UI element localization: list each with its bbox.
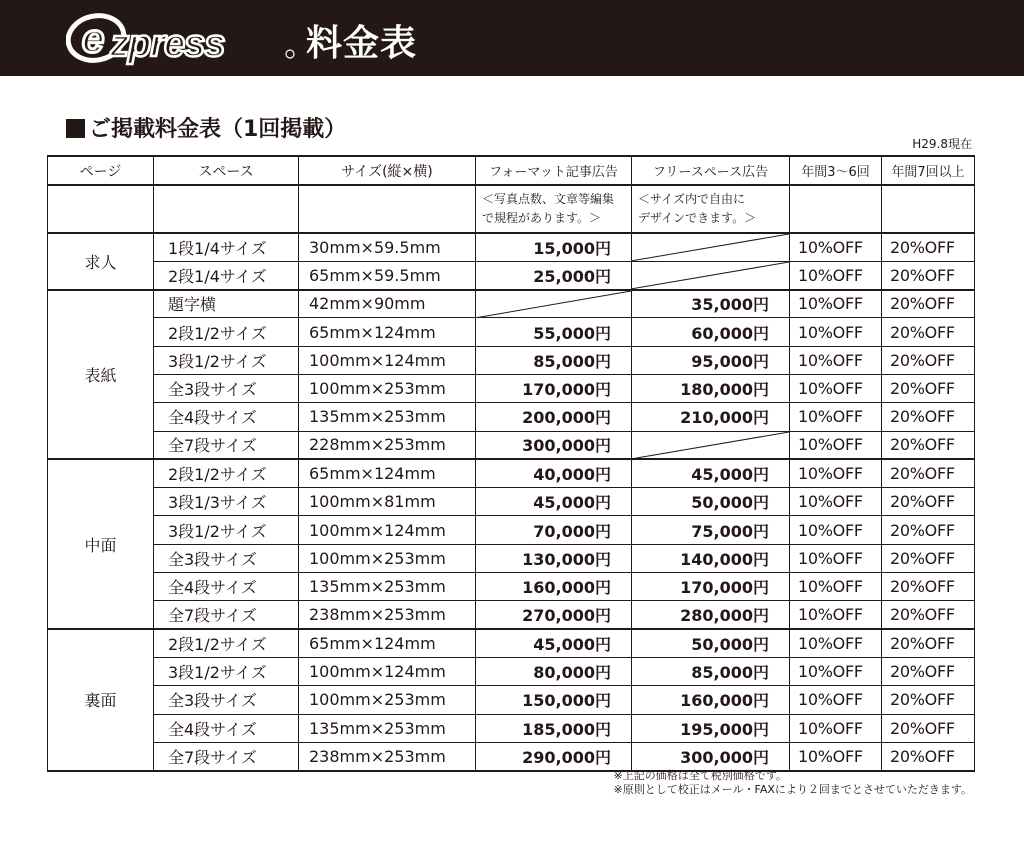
format-price-cell: 290,000円 bbox=[476, 742, 632, 770]
table-row bbox=[48, 403, 975, 431]
discount-3-6-cell: 10%OFF bbox=[790, 629, 882, 657]
footnote-proof: ※原則として校正はメール・FAXにより２回までとさせていただきます。 bbox=[613, 783, 972, 796]
footnote-tax: ※上記の価格は全て税別価格です。 bbox=[613, 769, 787, 782]
size-cell: 100mm×124mm bbox=[299, 516, 476, 544]
size-cell: 65mm×124mm bbox=[299, 318, 476, 346]
discount-3-6-cell: 10%OFF bbox=[790, 488, 882, 516]
discount-3-6-cell: 10%OFF bbox=[790, 318, 882, 346]
page-cell: 求人 bbox=[48, 233, 154, 290]
discount-7-cell: 20%OFF bbox=[882, 629, 975, 657]
rate-table bbox=[47, 155, 975, 772]
discount-7-cell: 20%OFF bbox=[882, 318, 975, 346]
format-price-cell: 185,000円 bbox=[476, 714, 632, 742]
format-price-cell: 40,000円 bbox=[476, 459, 632, 487]
table-row bbox=[48, 601, 975, 629]
ezpress-logo bbox=[66, 10, 296, 66]
diagonal-slash-icon bbox=[632, 432, 789, 459]
table-row bbox=[48, 233, 975, 261]
space-cell: 全4段サイズ bbox=[154, 573, 299, 601]
free-price-cell: 85,000円 bbox=[632, 657, 790, 685]
free-price-cell: 75,000円 bbox=[632, 516, 790, 544]
free-price-cell: 170,000円 bbox=[632, 573, 790, 601]
size-cell: 238mm×253mm bbox=[299, 601, 476, 629]
header-row bbox=[48, 156, 975, 185]
space-cell: 3段1/3サイズ bbox=[154, 488, 299, 516]
free-price-cell: 280,000円 bbox=[632, 601, 790, 629]
space-cell: 題字横 bbox=[154, 290, 299, 318]
size-cell: 238mm×253mm bbox=[299, 742, 476, 770]
size-cell: 42mm×90mm bbox=[299, 290, 476, 318]
col-header-space: スペース bbox=[154, 156, 299, 185]
col-header-annual-7: 年間7回以上 bbox=[882, 156, 975, 185]
discount-7-cell: 20%OFF bbox=[882, 516, 975, 544]
discount-7-cell: 20%OFF bbox=[882, 261, 975, 289]
table-row bbox=[48, 714, 975, 742]
page-cell: 裏面 bbox=[48, 629, 154, 770]
free-price-cell: 210,000円 bbox=[632, 403, 790, 431]
space-cell: 1段1/4サイズ bbox=[154, 233, 299, 261]
discount-3-6-cell: 10%OFF bbox=[790, 261, 882, 289]
space-cell: 全3段サイズ bbox=[154, 544, 299, 572]
format-price-cell: 85,000円 bbox=[476, 346, 632, 374]
discount-7-cell: 20%OFF bbox=[882, 601, 975, 629]
not-available-cell bbox=[632, 261, 790, 289]
col-header-format: フォーマット記事広告 bbox=[476, 156, 632, 185]
diagonal-slash-icon bbox=[632, 262, 789, 289]
space-cell: 2段1/2サイズ bbox=[154, 318, 299, 346]
size-cell: 135mm×253mm bbox=[299, 573, 476, 601]
space-cell: 2段1/4サイズ bbox=[154, 261, 299, 289]
free-price-cell: 45,000円 bbox=[632, 459, 790, 487]
discount-3-6-cell: 10%OFF bbox=[790, 657, 882, 685]
free-price-cell: 95,000円 bbox=[632, 346, 790, 374]
table-row bbox=[48, 544, 975, 572]
table-row bbox=[48, 629, 975, 657]
discount-7-cell: 20%OFF bbox=[882, 657, 975, 685]
space-cell: 2段1/2サイズ bbox=[154, 459, 299, 487]
col-header-annual-3-6: 年間3〜6回 bbox=[790, 156, 882, 185]
col-header-page: ページ bbox=[48, 156, 154, 185]
format-price-cell: 150,000円 bbox=[476, 686, 632, 714]
free-price-cell: 50,000円 bbox=[632, 488, 790, 516]
size-cell: 100mm×124mm bbox=[299, 346, 476, 374]
discount-7-cell: 20%OFF bbox=[882, 686, 975, 714]
discount-7-cell: 20%OFF bbox=[882, 290, 975, 318]
format-price-cell: 45,000円 bbox=[476, 488, 632, 516]
discount-7-cell: 20%OFF bbox=[882, 714, 975, 742]
table-row bbox=[48, 488, 975, 516]
discount-3-6-cell: 10%OFF bbox=[790, 431, 882, 459]
discount-7-cell: 20%OFF bbox=[882, 374, 975, 402]
table-row bbox=[48, 742, 975, 770]
free-note: ＜サイズ内で自由に デザインできます。＞ bbox=[632, 185, 790, 233]
format-price-cell: 80,000円 bbox=[476, 657, 632, 685]
diagonal-slash-icon bbox=[476, 291, 631, 318]
space-cell: 3段1/2サイズ bbox=[154, 346, 299, 374]
discount-3-6-cell: 10%OFF bbox=[790, 601, 882, 629]
size-cell: 100mm×253mm bbox=[299, 374, 476, 402]
size-cell: 65mm×59.5mm bbox=[299, 261, 476, 289]
format-price-cell: 25,000円 bbox=[476, 261, 632, 289]
size-cell: 65mm×124mm bbox=[299, 459, 476, 487]
discount-3-6-cell: 10%OFF bbox=[790, 714, 882, 742]
format-price-cell: 70,000円 bbox=[476, 516, 632, 544]
footnotes bbox=[614, 769, 973, 797]
size-cell: 100mm×81mm bbox=[299, 488, 476, 516]
free-price-cell: 160,000円 bbox=[632, 686, 790, 714]
discount-7-cell: 20%OFF bbox=[882, 573, 975, 601]
discount-7-cell: 20%OFF bbox=[882, 742, 975, 770]
square-bullet-icon bbox=[66, 119, 85, 138]
discount-3-6-cell: 10%OFF bbox=[790, 459, 882, 487]
discount-7-cell: 20%OFF bbox=[882, 459, 975, 487]
table-row bbox=[48, 516, 975, 544]
discount-3-6-cell: 10%OFF bbox=[790, 346, 882, 374]
space-cell: 全7段サイズ bbox=[154, 742, 299, 770]
space-cell: 全4段サイズ bbox=[154, 403, 299, 431]
free-price-cell: 180,000円 bbox=[632, 374, 790, 402]
discount-7-cell: 20%OFF bbox=[882, 544, 975, 572]
discount-3-6-cell: 10%OFF bbox=[790, 233, 882, 261]
discount-3-6-cell: 10%OFF bbox=[790, 516, 882, 544]
space-cell: 全7段サイズ bbox=[154, 431, 299, 459]
table-row bbox=[48, 374, 975, 402]
discount-3-6-cell: 10%OFF bbox=[790, 544, 882, 572]
discount-3-6-cell: 10%OFF bbox=[790, 686, 882, 714]
free-price-cell: 300,000円 bbox=[632, 742, 790, 770]
header-title: 料金表 bbox=[306, 23, 418, 64]
discount-3-6-cell: 10%OFF bbox=[790, 290, 882, 318]
free-price-cell: 50,000円 bbox=[632, 629, 790, 657]
discount-7-cell: 20%OFF bbox=[882, 403, 975, 431]
size-cell: 135mm×253mm bbox=[299, 714, 476, 742]
table-row bbox=[48, 261, 975, 289]
space-cell: 2段1/2サイズ bbox=[154, 629, 299, 657]
table-row bbox=[48, 657, 975, 685]
table-row bbox=[48, 431, 975, 459]
size-cell: 135mm×253mm bbox=[299, 403, 476, 431]
page-cell: 表紙 bbox=[48, 290, 154, 460]
table-row bbox=[48, 686, 975, 714]
free-price-cell: 35,000円 bbox=[632, 290, 790, 318]
page-cell: 中面 bbox=[48, 459, 154, 629]
not-available-cell bbox=[632, 233, 790, 261]
size-cell: 100mm×253mm bbox=[299, 686, 476, 714]
discount-7-cell: 20%OFF bbox=[882, 233, 975, 261]
col-header-size: サイズ(縦×横) bbox=[299, 156, 476, 185]
format-price-cell: 170,000円 bbox=[476, 374, 632, 402]
space-cell: 全4段サイズ bbox=[154, 714, 299, 742]
space-cell: 全7段サイズ bbox=[154, 601, 299, 629]
section-title-text: ご掲載料金表（1回掲載） bbox=[89, 117, 347, 142]
space-cell: 全3段サイズ bbox=[154, 374, 299, 402]
col-header-free: フリースペース広告 bbox=[632, 156, 790, 185]
space-cell: 3段1/2サイズ bbox=[154, 516, 299, 544]
format-price-cell: 55,000円 bbox=[476, 318, 632, 346]
discount-7-cell: 20%OFF bbox=[882, 431, 975, 459]
table-row bbox=[48, 290, 975, 318]
diagonal-slash-icon bbox=[632, 234, 789, 261]
discount-7-cell: 20%OFF bbox=[882, 346, 975, 374]
format-price-cell: 270,000円 bbox=[476, 601, 632, 629]
space-cell: 3段1/2サイズ bbox=[154, 657, 299, 685]
format-note: ＜写真点数、文章等編集 で規程があります。＞ bbox=[476, 185, 632, 233]
size-cell: 30mm×59.5mm bbox=[299, 233, 476, 261]
table-row bbox=[48, 573, 975, 601]
space-cell: 全3段サイズ bbox=[154, 686, 299, 714]
table-row bbox=[48, 346, 975, 374]
table-row bbox=[48, 318, 975, 346]
free-price-cell: 60,000円 bbox=[632, 318, 790, 346]
format-price-cell: 45,000円 bbox=[476, 629, 632, 657]
free-price-cell: 140,000円 bbox=[632, 544, 790, 572]
format-price-cell: 130,000円 bbox=[476, 544, 632, 572]
discount-3-6-cell: 10%OFF bbox=[790, 403, 882, 431]
svg-text:e: e bbox=[82, 17, 105, 61]
note-row bbox=[48, 185, 975, 233]
format-price-cell: 15,000円 bbox=[476, 233, 632, 261]
format-price-cell: 300,000円 bbox=[476, 431, 632, 459]
discount-3-6-cell: 10%OFF bbox=[790, 573, 882, 601]
discount-3-6-cell: 10%OFF bbox=[790, 374, 882, 402]
not-available-cell bbox=[632, 431, 790, 459]
not-available-cell bbox=[476, 290, 632, 318]
svg-text:zpress: zpress bbox=[110, 23, 225, 65]
section-title bbox=[66, 119, 346, 141]
size-cell: 228mm×253mm bbox=[299, 431, 476, 459]
header-bar bbox=[0, 0, 1024, 76]
size-cell: 100mm×253mm bbox=[299, 544, 476, 572]
discount-7-cell: 20%OFF bbox=[882, 488, 975, 516]
format-price-cell: 160,000円 bbox=[476, 573, 632, 601]
date-note: H29.8現在 bbox=[912, 137, 972, 151]
format-price-cell: 200,000円 bbox=[476, 403, 632, 431]
table-row bbox=[48, 459, 975, 487]
discount-3-6-cell: 10%OFF bbox=[790, 742, 882, 770]
size-cell: 65mm×124mm bbox=[299, 629, 476, 657]
size-cell: 100mm×124mm bbox=[299, 657, 476, 685]
free-price-cell: 195,000円 bbox=[632, 714, 790, 742]
